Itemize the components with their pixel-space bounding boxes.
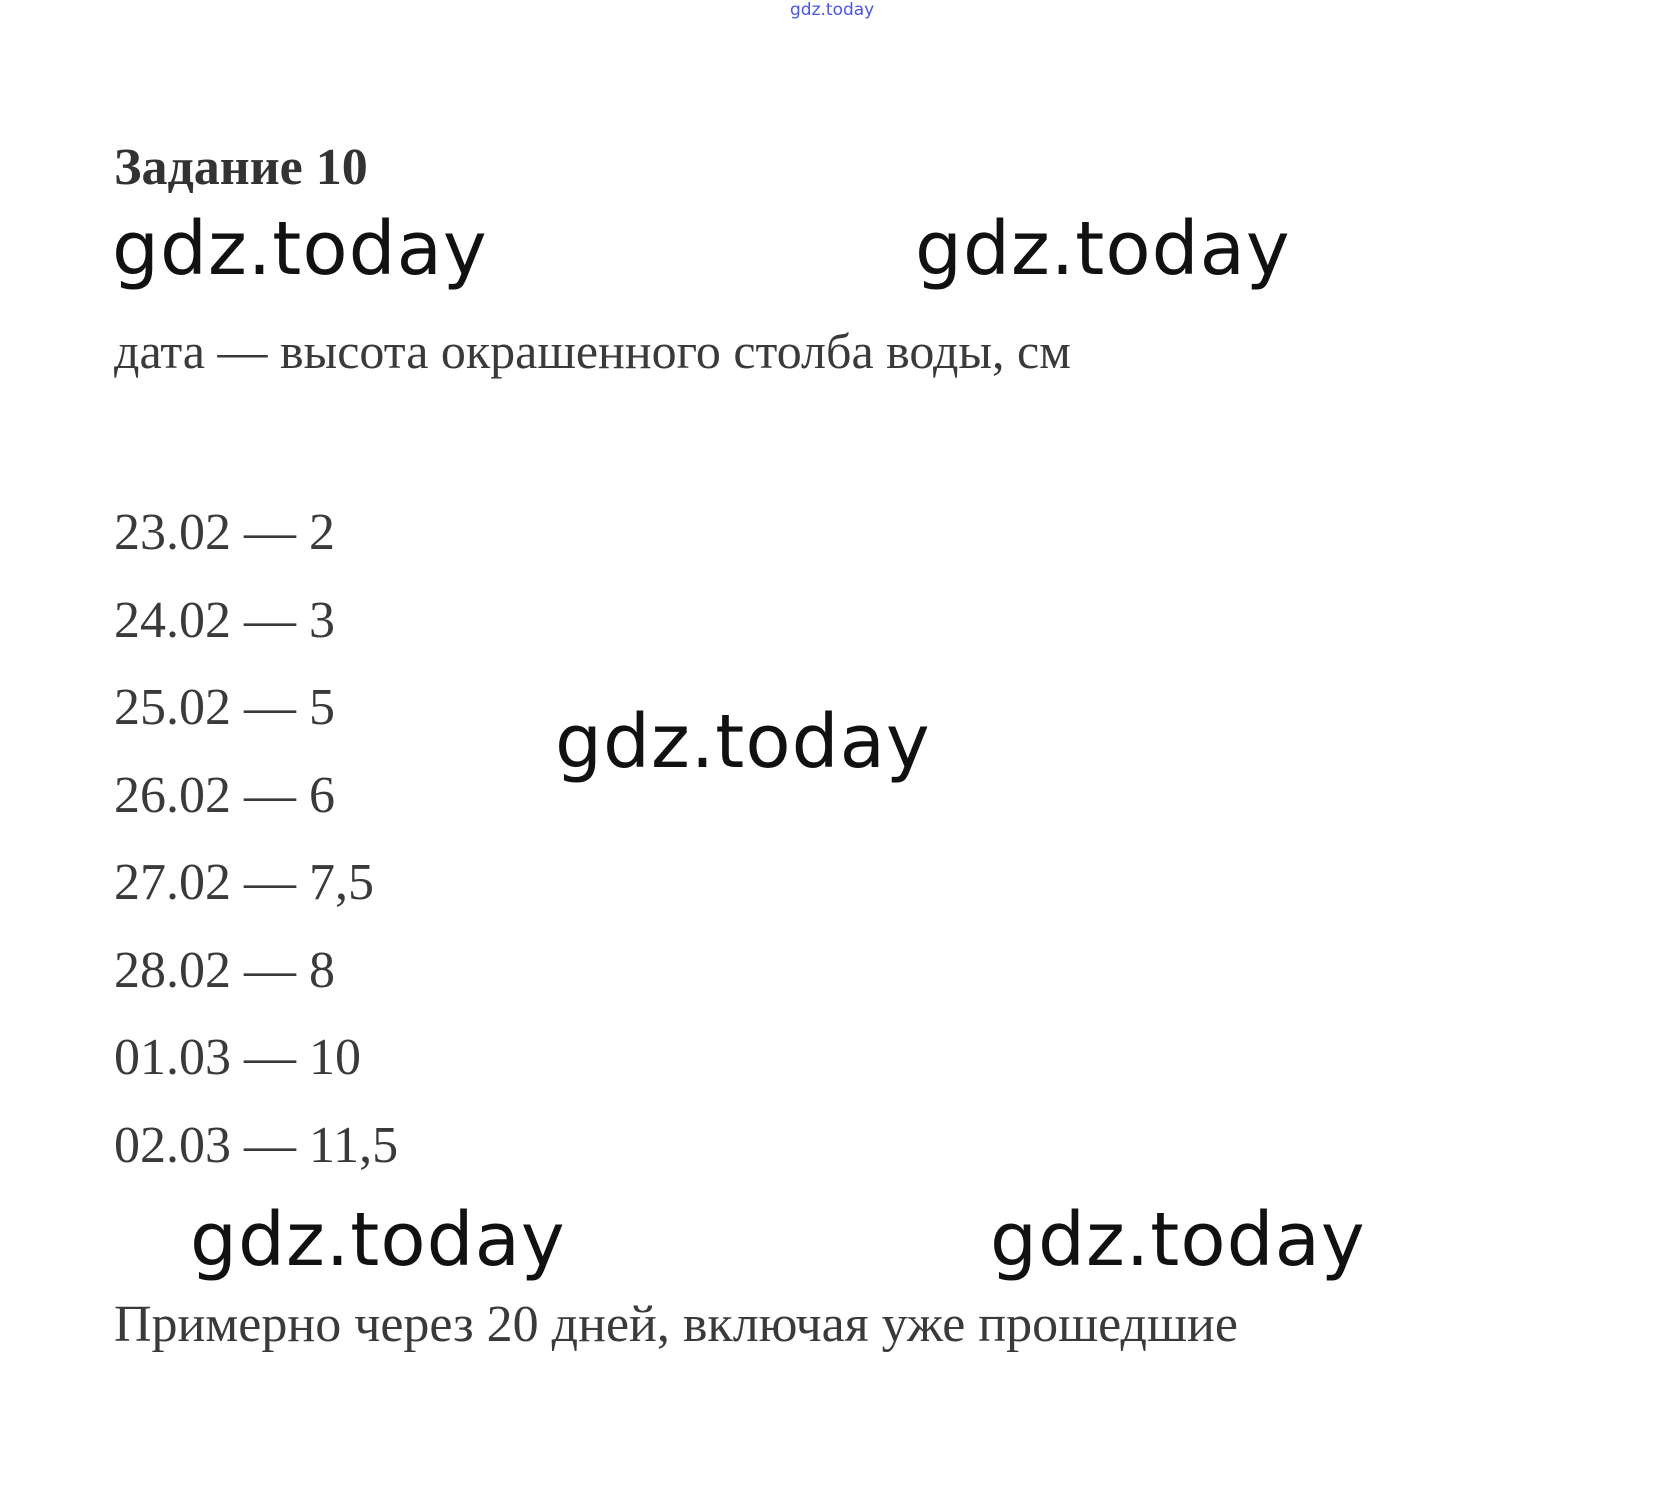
measurement-row: 02.03 — 11,5 bbox=[114, 1116, 399, 1174]
watermark: gdz.today bbox=[555, 699, 931, 785]
watermark: gdz.today bbox=[190, 1197, 566, 1283]
task-title: Задание 10 bbox=[114, 139, 368, 196]
measurement-row: 24.02 — 3 bbox=[114, 591, 335, 649]
answer-text: Примерно через 20 дней, включая уже прошедшие bbox=[114, 1296, 1238, 1353]
watermark: gdz.today bbox=[990, 1197, 1366, 1283]
measurement-row: 27.02 — 7,5 bbox=[114, 854, 374, 911]
measurement-row: 25.02 — 5 bbox=[114, 679, 335, 736]
measurement-list bbox=[114, 500, 398, 1200]
data-description: дата — высота окрашенного столба воды, см bbox=[114, 323, 1071, 379]
measurement-row: 28.02 — 8 bbox=[114, 941, 335, 999]
measurement-row: 23.02 — 2 bbox=[114, 504, 335, 561]
top-watermark: gdz.today bbox=[790, 0, 875, 20]
measurement-row: 26.02 — 6 bbox=[114, 766, 335, 824]
measurement-row: 01.03 — 10 bbox=[114, 1029, 361, 1086]
watermark: gdz.today bbox=[915, 206, 1291, 292]
watermark: gdz.today bbox=[112, 206, 488, 292]
